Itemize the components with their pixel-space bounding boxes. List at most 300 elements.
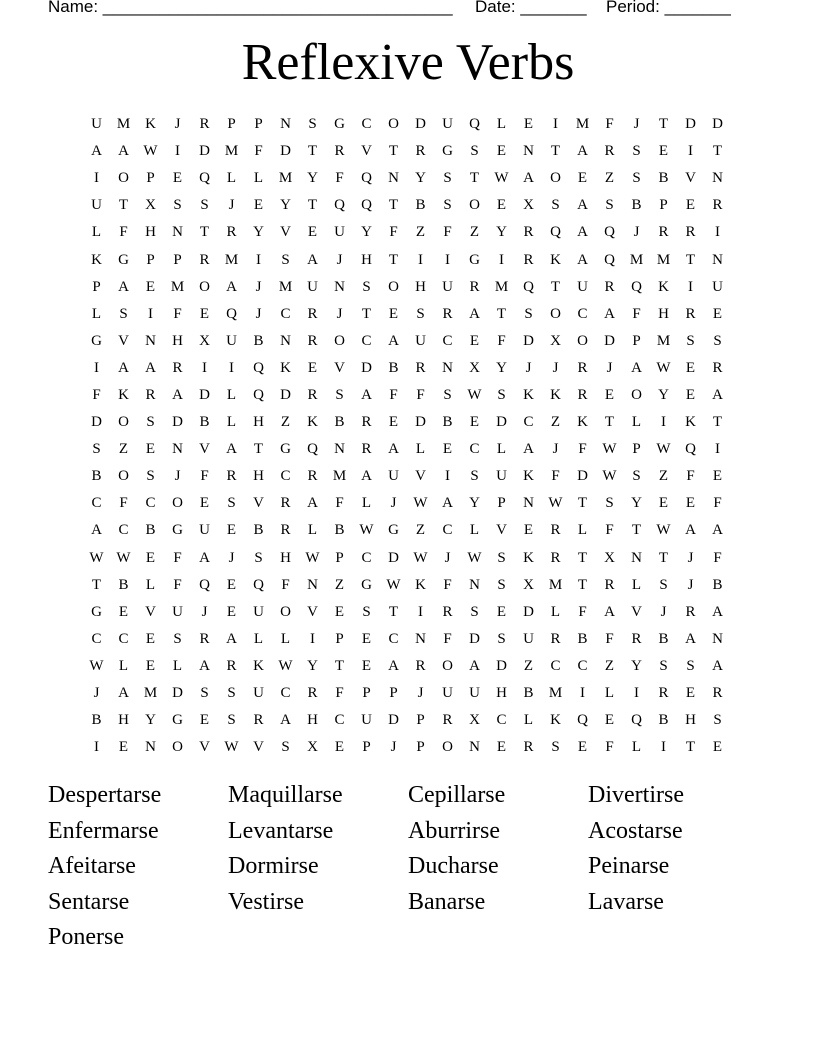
grid-cell: J bbox=[255, 278, 262, 295]
grid-cell: K bbox=[118, 386, 129, 403]
grid-cell: E bbox=[442, 441, 453, 458]
grid-cell: R bbox=[226, 468, 237, 485]
grid-cell: F bbox=[389, 224, 398, 241]
grid-cell: D bbox=[496, 657, 507, 674]
grid-cell: R bbox=[442, 305, 453, 322]
word-list-item: Banarse bbox=[408, 888, 486, 915]
grid-cell: R bbox=[604, 143, 615, 160]
grid-cell: Y bbox=[496, 359, 507, 376]
grid-cell: F bbox=[335, 685, 344, 702]
grid-cell: Q bbox=[199, 170, 210, 187]
grid-cell: P bbox=[173, 251, 182, 268]
word-list-item: Levantarse bbox=[228, 817, 334, 844]
grid-cell: D bbox=[361, 359, 372, 376]
grid-cell: U bbox=[91, 197, 102, 214]
grid-cell: F bbox=[254, 143, 263, 160]
grid-cell: Q bbox=[361, 170, 372, 187]
grid-cell: K bbox=[550, 386, 561, 403]
grid-cell: M bbox=[170, 278, 185, 295]
grid-cell: T bbox=[550, 278, 561, 295]
grid-cell: M bbox=[143, 685, 158, 702]
grid-row bbox=[83, 382, 731, 409]
grid-cell: N bbox=[712, 170, 723, 187]
grid-cell: P bbox=[254, 116, 263, 133]
grid-cell: R bbox=[550, 630, 561, 647]
grid-cell: V bbox=[253, 739, 264, 756]
grid-cell: A bbox=[118, 359, 129, 376]
grid-cell: F bbox=[443, 576, 452, 593]
grid-cell: N bbox=[280, 116, 291, 133]
grid-cell: B bbox=[523, 685, 534, 702]
grid-row bbox=[83, 246, 731, 273]
grid-cell: P bbox=[146, 170, 155, 187]
grid-cell: D bbox=[496, 414, 507, 431]
grid-cell: D bbox=[199, 386, 210, 403]
grid-cell: B bbox=[253, 522, 264, 539]
grid-cell: W bbox=[413, 495, 428, 512]
word-list-item: Lavarse bbox=[588, 888, 664, 915]
grid-cell: S bbox=[443, 197, 452, 214]
grid-cell: N bbox=[388, 170, 399, 187]
grid-cell: B bbox=[91, 468, 102, 485]
grid-row bbox=[83, 219, 731, 246]
grid-cell: T bbox=[550, 143, 561, 160]
grid-cell: T bbox=[253, 441, 264, 458]
grid-cell: S bbox=[686, 332, 695, 349]
grid-cell: I bbox=[175, 143, 180, 160]
grid-cell: T bbox=[685, 739, 696, 756]
grid-cell: W bbox=[656, 441, 671, 458]
grid-cell: T bbox=[496, 305, 507, 322]
grid-cell: U bbox=[361, 712, 372, 729]
grid-cell: P bbox=[362, 739, 371, 756]
grid-cell: C bbox=[361, 549, 372, 566]
grid-row bbox=[83, 274, 731, 301]
grid-cell: E bbox=[523, 522, 534, 539]
grid-row bbox=[83, 463, 731, 490]
grid-cell: K bbox=[307, 414, 318, 431]
grid-cell: P bbox=[389, 685, 398, 702]
grid-cell: L bbox=[550, 603, 561, 620]
grid-cell: K bbox=[253, 657, 264, 674]
grid-cell: A bbox=[118, 685, 129, 702]
grid-cell: G bbox=[118, 251, 129, 268]
grid-cell: E bbox=[118, 739, 129, 756]
grid-cell: A bbox=[226, 630, 237, 647]
grid-cell: A bbox=[469, 305, 480, 322]
grid-cell: G bbox=[280, 441, 291, 458]
grid-cell: I bbox=[661, 414, 666, 431]
grid-cell: S bbox=[254, 549, 263, 566]
grid-cell: T bbox=[577, 495, 588, 512]
grid-cell: C bbox=[280, 468, 291, 485]
grid-cell: S bbox=[362, 278, 371, 295]
grid-cell: D bbox=[415, 116, 426, 133]
grid-cell: S bbox=[146, 468, 155, 485]
grid-cell: C bbox=[334, 712, 345, 729]
grid-cell: F bbox=[578, 603, 587, 620]
grid-cell: Z bbox=[118, 441, 129, 458]
grid-cell: B bbox=[442, 414, 453, 431]
grid-cell: A bbox=[523, 170, 534, 187]
grid-row bbox=[83, 436, 731, 463]
grid-cell: U bbox=[415, 332, 426, 349]
grid-cell: R bbox=[523, 251, 534, 268]
grid-cell: R bbox=[361, 441, 372, 458]
grid-cell: A bbox=[118, 143, 129, 160]
grid-cell: E bbox=[361, 657, 372, 674]
grid-cell: P bbox=[146, 251, 155, 268]
grid-cell: S bbox=[443, 170, 452, 187]
grid-cell: E bbox=[145, 278, 156, 295]
grid-row bbox=[83, 409, 731, 436]
grid-cell: U bbox=[442, 116, 453, 133]
grid-cell: L bbox=[91, 224, 102, 241]
grid-cell: V bbox=[253, 495, 264, 512]
grid-cell: M bbox=[278, 278, 293, 295]
grid-cell: Y bbox=[415, 170, 426, 187]
grid-cell: S bbox=[200, 685, 209, 702]
grid-cell: H bbox=[658, 305, 669, 322]
grid-cell: I bbox=[94, 739, 99, 756]
grid-cell: D bbox=[685, 116, 696, 133]
grid-cell: G bbox=[91, 332, 102, 349]
grid-cell: T bbox=[388, 603, 399, 620]
grid-cell: F bbox=[605, 739, 614, 756]
grid-cell: C bbox=[469, 441, 480, 458]
grid-cell: S bbox=[632, 143, 641, 160]
word-list bbox=[48, 778, 788, 956]
grid-cell: V bbox=[118, 332, 129, 349]
grid-cell: Y bbox=[307, 170, 318, 187]
grid-cell: J bbox=[255, 305, 262, 322]
grid-cell: Z bbox=[469, 224, 480, 241]
grid-cell: J bbox=[228, 197, 235, 214]
grid-cell: C bbox=[442, 522, 453, 539]
grid-row bbox=[83, 707, 731, 734]
grid-cell: M bbox=[332, 468, 347, 485]
word-list-item: Sentarse bbox=[48, 888, 130, 915]
grid-cell: O bbox=[577, 332, 588, 349]
grid-cell: F bbox=[173, 305, 182, 322]
grid-cell: Y bbox=[307, 657, 318, 674]
grid-cell: L bbox=[226, 386, 237, 403]
grid-cell: L bbox=[496, 441, 507, 458]
grid-cell: B bbox=[415, 197, 426, 214]
grid-cell: E bbox=[712, 739, 723, 756]
grid-cell: E bbox=[577, 739, 588, 756]
grid-cell: F bbox=[605, 116, 614, 133]
grid-cell: R bbox=[415, 359, 426, 376]
grid-cell: H bbox=[361, 251, 372, 268]
grid-cell: H bbox=[253, 414, 264, 431]
grid-cell: C bbox=[523, 414, 534, 431]
grid-cell: I bbox=[445, 251, 450, 268]
grid-cell: F bbox=[578, 441, 587, 458]
grid-cell: C bbox=[91, 630, 102, 647]
grid-cell: I bbox=[229, 359, 234, 376]
grid-cell: I bbox=[94, 170, 99, 187]
grid-cell: A bbox=[712, 386, 723, 403]
grid-cell: J bbox=[201, 603, 208, 620]
grid-cell: O bbox=[550, 170, 561, 187]
grid-cell: W bbox=[224, 739, 239, 756]
grid-cell: M bbox=[116, 116, 131, 133]
grid-cell: S bbox=[227, 712, 236, 729]
word-list-item: Cepillarse bbox=[408, 782, 506, 808]
grid-cell: Q bbox=[253, 359, 264, 376]
grid-cell: S bbox=[605, 197, 614, 214]
grid-cell: U bbox=[442, 685, 453, 702]
grid-cell: N bbox=[334, 441, 345, 458]
grid-cell: T bbox=[388, 143, 399, 160]
grid-cell: E bbox=[496, 197, 507, 214]
grid-cell: S bbox=[551, 739, 560, 756]
grid-cell: E bbox=[334, 739, 345, 756]
grid-cell: E bbox=[685, 197, 696, 214]
grid-cell: E bbox=[307, 359, 318, 376]
grid-cell: R bbox=[469, 278, 480, 295]
grid-cell: R bbox=[307, 305, 318, 322]
grid-row bbox=[83, 680, 731, 707]
grid-cell: C bbox=[145, 495, 156, 512]
grid-cell: P bbox=[632, 441, 641, 458]
grid-cell: L bbox=[361, 495, 372, 512]
grid-cell: L bbox=[280, 630, 291, 647]
grid-cell: S bbox=[335, 386, 344, 403]
grid-cell: Y bbox=[469, 495, 480, 512]
grid-cell: O bbox=[550, 305, 561, 322]
grid-cell: R bbox=[658, 224, 669, 241]
word-search-grid bbox=[83, 111, 731, 761]
grid-cell: A bbox=[361, 468, 372, 485]
grid-cell: Y bbox=[145, 712, 156, 729]
grid-row bbox=[83, 626, 731, 653]
grid-cell: F bbox=[605, 630, 614, 647]
grid-cell: N bbox=[631, 549, 642, 566]
grid-cell: Q bbox=[253, 576, 264, 593]
grid-cell: P bbox=[416, 739, 425, 756]
grid-cell: Y bbox=[280, 197, 291, 214]
grid-cell: J bbox=[228, 549, 235, 566]
grid-cell: E bbox=[334, 603, 345, 620]
grid-cell: R bbox=[442, 603, 453, 620]
grid-cell: Z bbox=[604, 657, 615, 674]
grid-cell: C bbox=[388, 630, 399, 647]
grid-cell: Y bbox=[361, 224, 372, 241]
grid-cell: P bbox=[497, 495, 506, 512]
grid-cell: T bbox=[334, 657, 345, 674]
grid-cell: E bbox=[523, 116, 534, 133]
grid-cell: T bbox=[118, 197, 129, 214]
grid-cell: E bbox=[658, 495, 669, 512]
grid-cell: D bbox=[604, 332, 615, 349]
grid-cell: X bbox=[469, 712, 480, 729]
grid-cell: A bbox=[388, 657, 399, 674]
grid-cell: L bbox=[415, 441, 426, 458]
grid-cell: A bbox=[469, 657, 480, 674]
grid-cell: A bbox=[685, 630, 696, 647]
grid-cell: D bbox=[280, 143, 291, 160]
grid-cell: A bbox=[577, 251, 588, 268]
grid-cell: C bbox=[550, 657, 561, 674]
grid-cell: R bbox=[226, 657, 237, 674]
grid-cell: E bbox=[685, 685, 696, 702]
grid-cell: B bbox=[388, 359, 399, 376]
grid-cell: H bbox=[415, 278, 426, 295]
grid-cell: M bbox=[224, 143, 239, 160]
grid-cell: W bbox=[89, 549, 104, 566]
grid-cell: L bbox=[253, 630, 264, 647]
grid-cell: R bbox=[253, 712, 264, 729]
grid-cell: F bbox=[281, 576, 290, 593]
grid-cell: E bbox=[253, 197, 264, 214]
grid-cell: R bbox=[631, 630, 642, 647]
word-list-item: Divertirse bbox=[588, 782, 684, 808]
grid-cell: A bbox=[91, 522, 102, 539]
grid-cell: L bbox=[307, 522, 318, 539]
grid-row bbox=[83, 572, 731, 599]
grid-cell: R bbox=[199, 116, 210, 133]
grid-cell: A bbox=[199, 549, 210, 566]
grid-row bbox=[83, 301, 731, 328]
grid-cell: B bbox=[658, 170, 669, 187]
grid-cell: Q bbox=[361, 197, 372, 214]
grid-cell: T bbox=[91, 576, 102, 593]
grid-cell: R bbox=[523, 224, 534, 241]
grid-cell: W bbox=[602, 468, 617, 485]
grid-cell: I bbox=[580, 685, 585, 702]
grid-cell: P bbox=[335, 630, 344, 647]
grid-cell: R bbox=[199, 251, 210, 268]
grid-cell: S bbox=[173, 197, 182, 214]
grid-cell: L bbox=[118, 657, 129, 674]
grid-cell: Q bbox=[685, 441, 696, 458]
grid-cell: Y bbox=[253, 224, 264, 241]
grid-cell: R bbox=[226, 224, 237, 241]
grid-cell: J bbox=[336, 251, 343, 268]
grid-cell: K bbox=[523, 549, 534, 566]
grid-cell: M bbox=[548, 685, 563, 702]
grid-cell: T bbox=[199, 224, 210, 241]
grid-cell: V bbox=[496, 522, 507, 539]
grid-cell: L bbox=[523, 712, 534, 729]
grid-cell: C bbox=[577, 305, 588, 322]
grid-cell: S bbox=[686, 657, 695, 674]
grid-cell: W bbox=[467, 549, 482, 566]
grid-cell: U bbox=[334, 224, 345, 241]
grid-row bbox=[83, 490, 731, 517]
grid-cell: L bbox=[496, 116, 507, 133]
grid-cell: G bbox=[91, 603, 102, 620]
grid-cell: E bbox=[172, 170, 183, 187]
grid-cell: V bbox=[685, 170, 696, 187]
grid-cell: K bbox=[685, 414, 696, 431]
grid-cell: R bbox=[334, 143, 345, 160]
grid-cell: I bbox=[715, 224, 720, 241]
grid-cell: J bbox=[444, 549, 451, 566]
grid-cell: V bbox=[145, 603, 156, 620]
grid-cell: N bbox=[523, 143, 534, 160]
grid-cell: B bbox=[145, 522, 156, 539]
grid-cell: S bbox=[497, 549, 506, 566]
period-field: Period: _______ bbox=[606, 0, 731, 16]
grid-cell: X bbox=[307, 739, 318, 756]
grid-cell: Q bbox=[226, 305, 237, 322]
grid-cell: A bbox=[226, 441, 237, 458]
grid-cell: I bbox=[310, 630, 315, 647]
grid-cell: A bbox=[577, 224, 588, 241]
grid-cell: L bbox=[631, 739, 642, 756]
grid-cell: C bbox=[118, 630, 129, 647]
grid-cell: Q bbox=[253, 386, 264, 403]
grid-cell: T bbox=[361, 305, 372, 322]
grid-cell: L bbox=[172, 657, 183, 674]
grid-cell: S bbox=[200, 197, 209, 214]
grid-cell: I bbox=[418, 251, 423, 268]
grid-cell: M bbox=[494, 278, 509, 295]
grid-cell: K bbox=[523, 386, 534, 403]
grid-cell: E bbox=[361, 630, 372, 647]
grid-cell: C bbox=[496, 712, 507, 729]
grid-cell: I bbox=[148, 305, 153, 322]
grid-cell: D bbox=[415, 414, 426, 431]
grid-cell: H bbox=[496, 685, 507, 702]
grid-cell: R bbox=[550, 549, 561, 566]
grid-cell: Z bbox=[658, 468, 669, 485]
grid-cell: S bbox=[605, 495, 614, 512]
grid-cell: D bbox=[388, 712, 399, 729]
grid-row bbox=[83, 517, 731, 544]
grid-cell: B bbox=[199, 414, 210, 431]
grid-cell: A bbox=[172, 386, 183, 403]
grid-cell: T bbox=[631, 522, 642, 539]
word-list-item: Enfermarse bbox=[48, 817, 159, 844]
grid-cell: S bbox=[632, 170, 641, 187]
grid-cell: T bbox=[712, 143, 723, 160]
grid-cell: K bbox=[145, 116, 156, 133]
grid-cell: X bbox=[550, 332, 561, 349]
grid-cell: I bbox=[553, 116, 558, 133]
grid-cell: A bbox=[712, 603, 723, 620]
grid-cell: N bbox=[334, 278, 345, 295]
grid-cell: R bbox=[415, 143, 426, 160]
grid-cell: P bbox=[92, 278, 101, 295]
grid-cell: Q bbox=[631, 712, 642, 729]
grid-cell: J bbox=[390, 739, 397, 756]
grid-cell: Z bbox=[280, 414, 291, 431]
grid-cell: X bbox=[199, 332, 210, 349]
grid-row bbox=[83, 599, 731, 626]
grid-cell: M bbox=[278, 170, 293, 187]
grid-cell: B bbox=[631, 197, 642, 214]
grid-cell: F bbox=[632, 305, 641, 322]
header bbox=[48, 0, 748, 19]
grid-cell: U bbox=[496, 468, 507, 485]
grid-cell: E bbox=[118, 603, 129, 620]
grid-cell: S bbox=[281, 251, 290, 268]
grid-cell: J bbox=[174, 116, 181, 133]
grid-cell: P bbox=[362, 685, 371, 702]
grid-cell: U bbox=[199, 522, 210, 539]
grid-cell: B bbox=[118, 576, 129, 593]
grid-cell: Z bbox=[415, 224, 426, 241]
grid-cell: E bbox=[145, 441, 156, 458]
grid-cell: P bbox=[227, 116, 236, 133]
grid-cell: O bbox=[172, 739, 183, 756]
grid-cell: Q bbox=[334, 197, 345, 214]
grid-cell: R bbox=[658, 685, 669, 702]
